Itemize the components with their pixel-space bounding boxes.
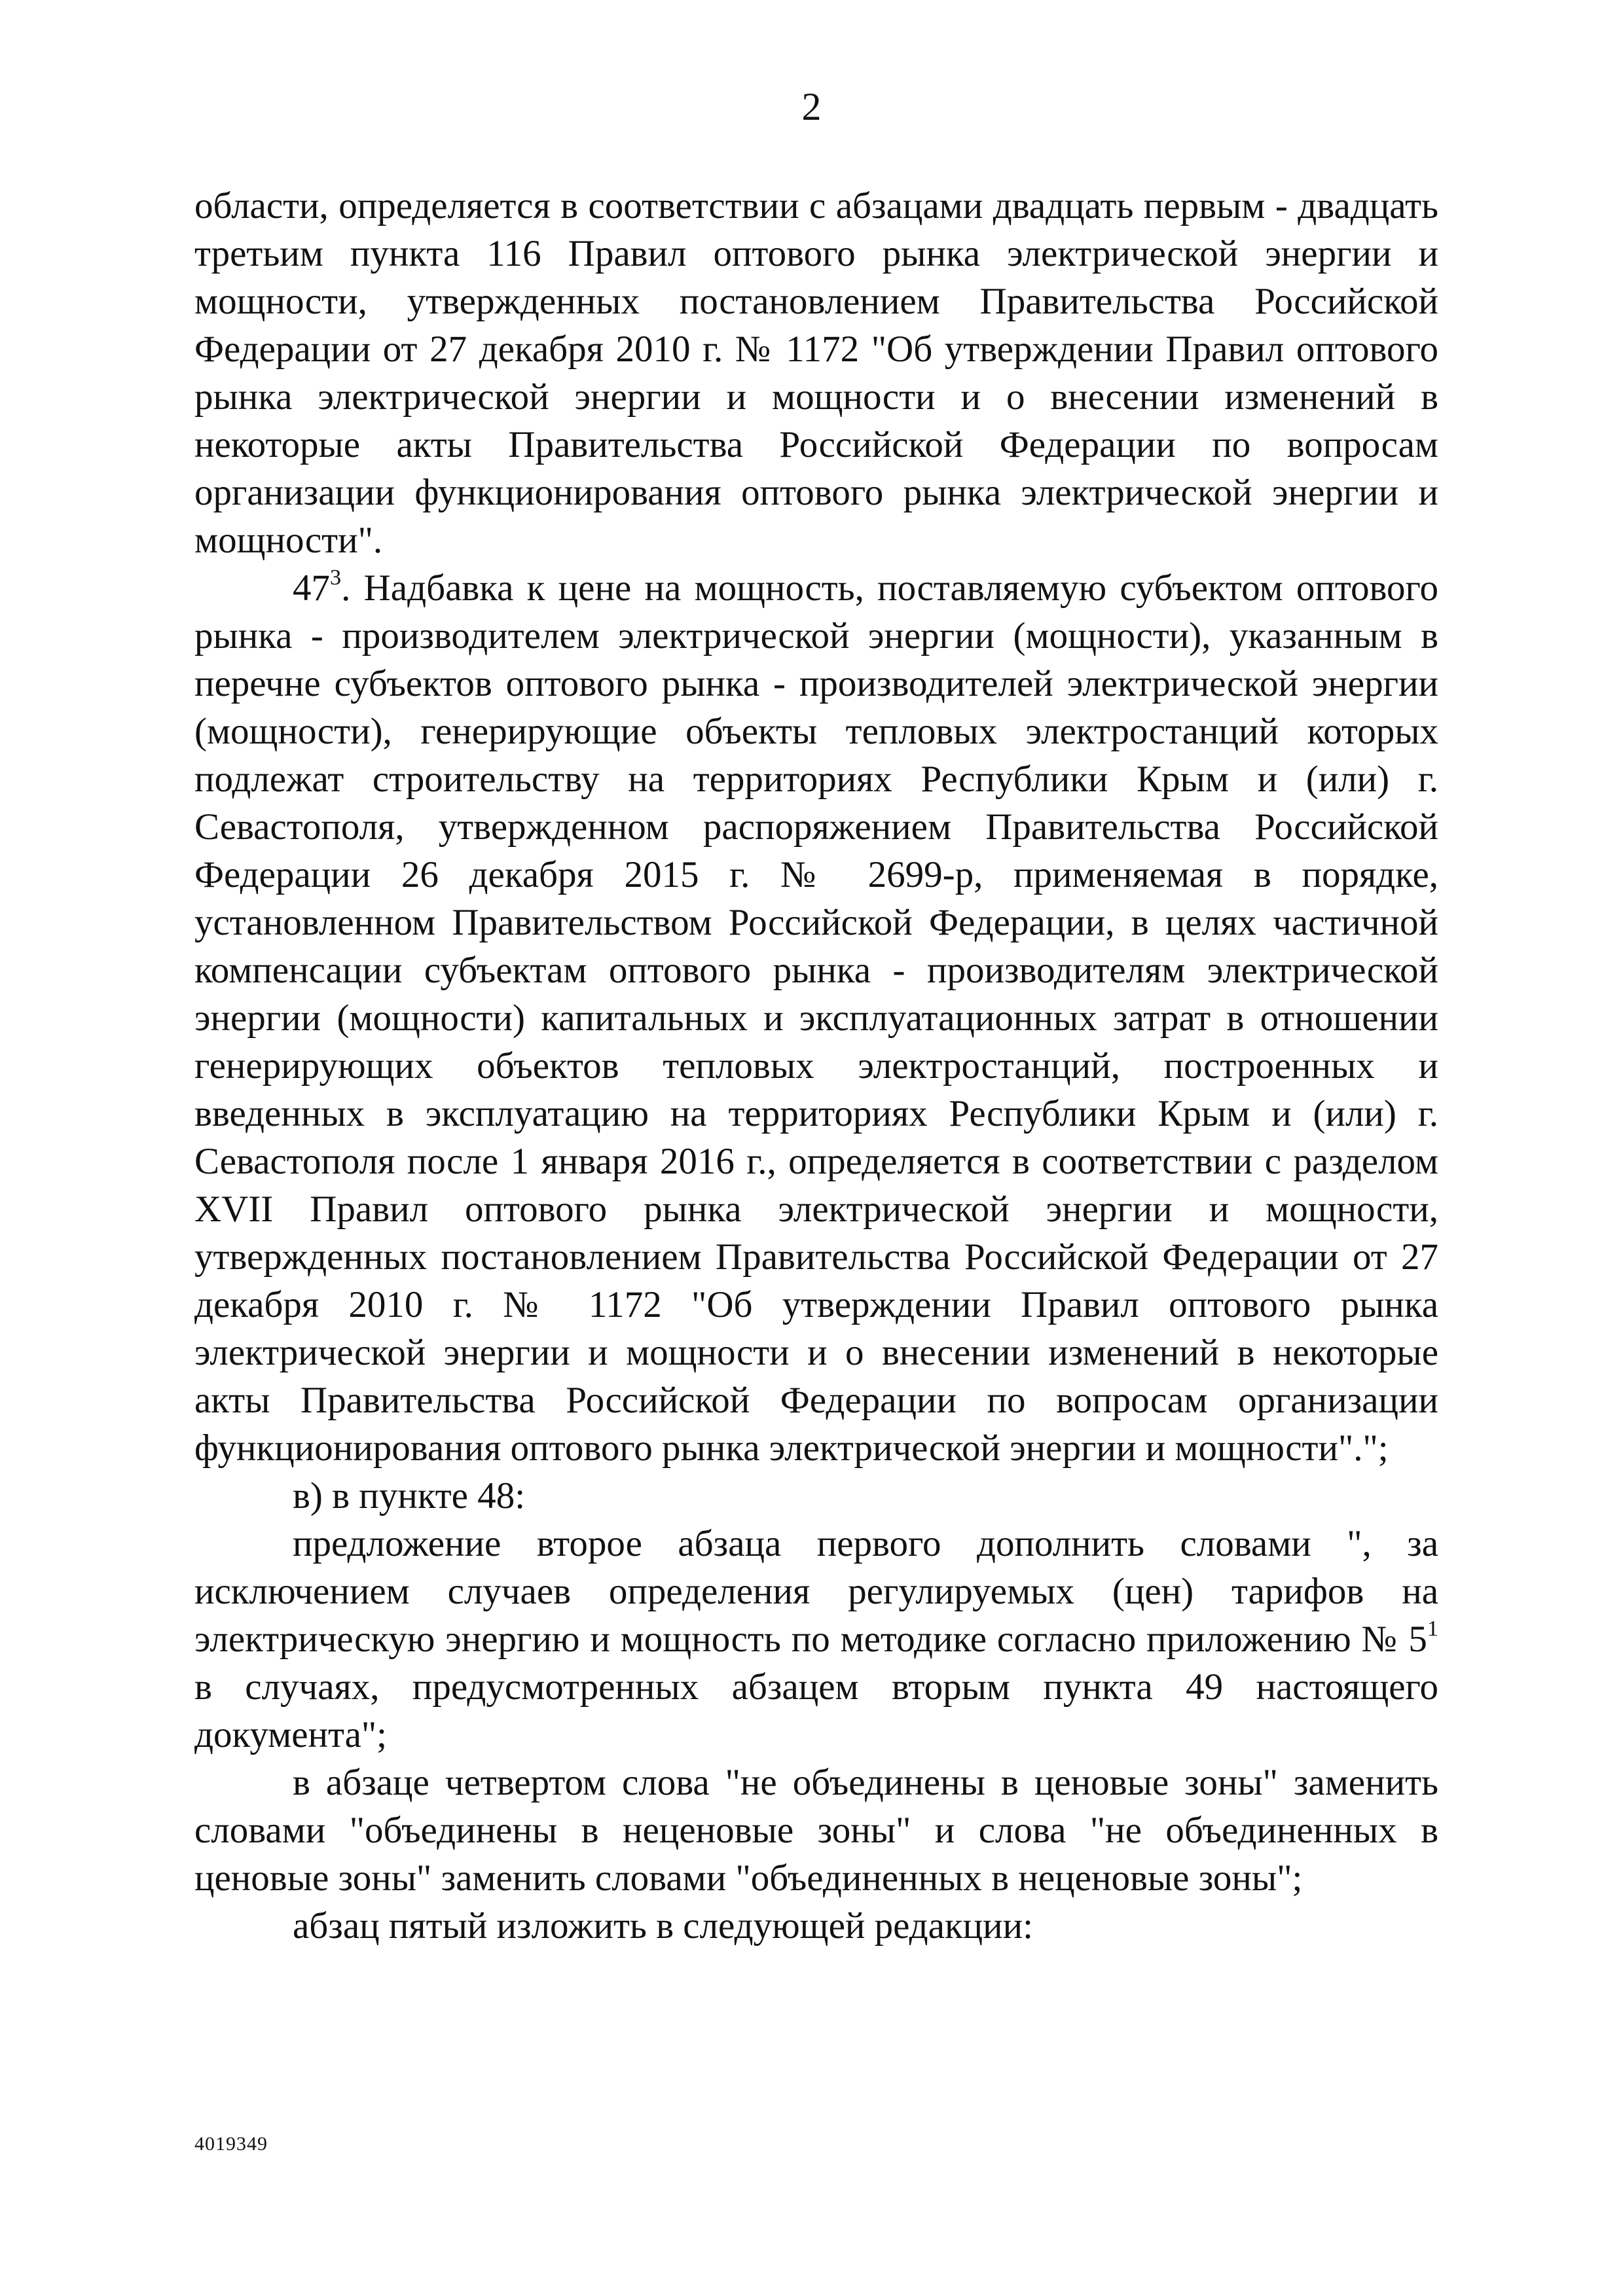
paragraph-fifth-abzats: абзац пятый изложить в следующей редакции: xyxy=(293,1905,1034,1946)
paragraph-sentence-amendment xyxy=(194,1520,1438,1759)
amendment-text-end: в случаях, предусмотренных абзацем вторым пункта 49 настоящего документа"; xyxy=(194,1666,1438,1755)
clause-text: . Надбавка к цене на мощность, поставляемую субъектом оптового рынка - производителем электрической энергии (мощности), указанным в перечне субъектов оптового рынка - производителей электрической энергии (мощности), генерирующие объекты тепловых электростанций которых подлежат строительству на территориях Республики Крым и (или) г. Севастополя, утвержденном распоряжением Правительства Российской Федерации 26 декабря 2015 г. № 2699-р, применяемая в порядке, установленном Правительством Российской Федерации, в целях частичной компенсации субъектам оптового рынка - производителям электрической энергии (мощности) капитальных и эксплуатационных затрат в отношении генерирующих объектов тепловых электростанций, построенных и введенных в эксплуатацию на территориях Республики Крым и (или) г. Севастополя после 1 января 2016 г., определяется в соответствии с разделом XVII Правил оптового рынка электрической энергии и мощности, утвержденных постановлением Правительства Российской Федерации от 27 декабря 2010 г. № 1172 "Об утверждении Правил оптового рынка электрической энергии и мощности и о внесении изменений в некоторые акты Правительства Российской Федерации по вопросам организации функционирования оптового рынка электрической энергии и мощности"."; xyxy=(194,567,1438,1469)
appendix-superscript: 1 xyxy=(1427,1617,1438,1641)
paragraph-item-v: в) в пункте 48: xyxy=(293,1475,526,1516)
paragraph-continuation: области, определяется в соответствии с абзацами двадцать первым - двадцать третьим пункта 116 Правил оптового рынка электрической энергии и мощности, утвержденных постановлением Правительства Российской Федерации от 27 декабря 2010 г. № 1172 "Об утверждении Правил оптового рынка электрической энергии и мощности и о внесении изменений в некоторые акты Правительства Российской Федерации по вопросам организации функционирования оптового рынка электрической энергии и мощности". xyxy=(194,185,1438,561)
paragraph-fourth-abzats: в абзаце четвертом слова "не объединены в ценовые зоны" заменить словами "объединены в неценовые зоны" и слова "не объединенных в ценовые зоны" заменить словами "объединенных в неценовые зоны"; xyxy=(194,1762,1438,1899)
page-number: 2 xyxy=(801,85,822,128)
document-body xyxy=(194,182,1438,1950)
amendment-text-start: предложение второе абзаца первого дополнить словами ", за исключением случаев определения регулируемых (цен) тарифов на электрическую энергию и мощность по методике согласно приложению № 5 xyxy=(194,1523,1438,1660)
clause-superscript: 3 xyxy=(330,565,342,590)
clause-number: 47 xyxy=(293,567,330,609)
paragraph-47-3 xyxy=(194,564,1438,1472)
document-code: 4019349 xyxy=(194,2133,268,2155)
